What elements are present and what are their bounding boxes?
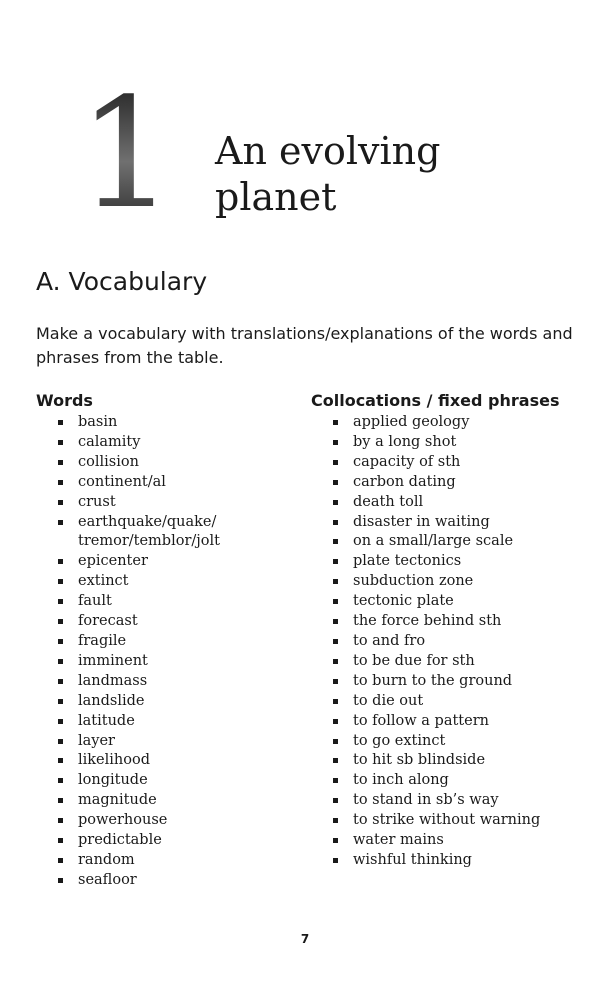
bullet-icon xyxy=(333,778,338,783)
word-item: earthquake/quake/ xyxy=(36,513,291,533)
phrase-item: plate tectonics xyxy=(311,552,581,572)
word-item: collision xyxy=(36,453,291,473)
word-item: calamity xyxy=(36,433,291,453)
phrase-item: to strike without warning xyxy=(311,811,581,831)
words-column xyxy=(36,389,291,891)
bullet-icon xyxy=(333,420,338,425)
bullet-icon xyxy=(333,719,338,724)
phrase-item: applied geology xyxy=(311,413,581,433)
phrase-item: to inch along xyxy=(311,771,581,791)
chapter-title-line-2: planet xyxy=(215,175,337,219)
phrase-item: death toll xyxy=(311,493,581,513)
bullet-icon xyxy=(333,619,338,624)
phrase-item: on a small/large scale xyxy=(311,532,581,552)
bullet-icon xyxy=(58,719,63,724)
word-item: layer xyxy=(36,732,291,752)
bullet-icon xyxy=(58,500,63,505)
word-item: crust xyxy=(36,493,291,513)
phrase-item: capacity of sth xyxy=(311,453,581,473)
bullet-icon xyxy=(58,639,63,644)
instructions-paragraph: Make a vocabulary with translations/explanations of the words and phrases from the table. xyxy=(36,324,573,367)
bullet-icon xyxy=(58,739,63,744)
bullet-icon xyxy=(58,599,63,604)
bullet-icon xyxy=(333,599,338,604)
phrase-item: water mains xyxy=(311,831,581,851)
word-item: latitude xyxy=(36,712,291,732)
phrase-item: the force behind sth xyxy=(311,612,581,632)
bullet-icon xyxy=(58,440,63,445)
bullet-icon xyxy=(333,838,338,843)
word-item: powerhouse xyxy=(36,811,291,831)
chapter-title-line-1: An evolving xyxy=(215,129,441,173)
chapter-number: 1 xyxy=(78,65,175,242)
bullet-icon xyxy=(58,559,63,564)
phrase-item: to stand in sb’s way xyxy=(311,791,581,811)
phrase-item: to die out xyxy=(311,692,581,712)
phrase-item: to be due for sth xyxy=(311,652,581,672)
word-item: fragile xyxy=(36,632,291,652)
phrases-heading: Collocations / fixed phrases xyxy=(311,391,560,410)
bullet-icon xyxy=(333,659,338,664)
bullet-icon xyxy=(333,679,338,684)
bullet-icon xyxy=(58,758,63,763)
page-number: 7 xyxy=(300,932,310,946)
bullet-icon xyxy=(58,480,63,485)
word-item: continent/al xyxy=(36,473,291,493)
phrases-list xyxy=(311,413,581,871)
word-item: imminent xyxy=(36,652,291,672)
phrases-column xyxy=(311,389,581,871)
bullet-icon xyxy=(58,838,63,843)
word-item: basin xyxy=(36,413,291,433)
bullet-icon xyxy=(333,579,338,584)
word-item: seafloor xyxy=(36,871,291,891)
phrase-item: subduction zone xyxy=(311,572,581,592)
words-heading: Words xyxy=(36,391,93,410)
bullet-icon xyxy=(333,559,338,564)
bullet-icon xyxy=(333,440,338,445)
words-list xyxy=(36,413,291,891)
word-item: epicenter xyxy=(36,552,291,572)
bullet-icon xyxy=(58,679,63,684)
bullet-icon xyxy=(333,480,338,485)
bullet-icon xyxy=(333,539,338,544)
word-item: magnitude xyxy=(36,791,291,811)
bullet-icon xyxy=(58,460,63,465)
word-item: predictable xyxy=(36,831,291,851)
chapter-title xyxy=(215,128,515,220)
bullet-icon xyxy=(333,520,338,525)
word-item: longitude xyxy=(36,771,291,791)
section-title: A. Vocabulary xyxy=(36,267,208,296)
bullet-icon xyxy=(58,818,63,823)
word-item: extinct xyxy=(36,572,291,592)
word-item: likelihood xyxy=(36,751,291,771)
bullet-icon xyxy=(58,520,63,525)
phrase-item: disaster in waiting xyxy=(311,513,581,533)
word-item-continuation: tremor/temblor/jolt xyxy=(78,533,220,550)
phrase-item: to burn to the ground xyxy=(311,672,581,692)
bullet-icon xyxy=(333,739,338,744)
bullet-icon xyxy=(58,619,63,624)
bullet-icon xyxy=(58,659,63,664)
phrase-item: to follow a pattern xyxy=(311,712,581,732)
bullet-icon xyxy=(333,639,338,644)
bullet-icon xyxy=(333,699,338,704)
bullet-icon xyxy=(58,798,63,803)
phrase-item: to go extinct xyxy=(311,732,581,752)
bullet-icon xyxy=(58,778,63,783)
word-item: landslide xyxy=(36,692,291,712)
phrase-item: carbon dating xyxy=(311,473,581,493)
bullet-icon xyxy=(58,420,63,425)
bullet-icon xyxy=(58,579,63,584)
bullet-icon xyxy=(58,878,63,883)
bullet-icon xyxy=(333,798,338,803)
bullet-icon xyxy=(333,460,338,465)
phrase-item: wishful thinking xyxy=(311,851,581,871)
phrase-item: to hit sb blindside xyxy=(311,751,581,771)
bullet-icon xyxy=(58,858,63,863)
bullet-icon xyxy=(333,758,338,763)
bullet-icon xyxy=(333,500,338,505)
word-item: landmass xyxy=(36,672,291,692)
word-item: forecast xyxy=(36,612,291,632)
bullet-icon xyxy=(58,699,63,704)
word-item: random xyxy=(36,851,291,871)
phrase-item: tectonic plate xyxy=(311,592,581,612)
phrase-item: by a long shot xyxy=(311,433,581,453)
bullet-icon xyxy=(333,818,338,823)
phrase-item: to and fro xyxy=(311,632,581,652)
bullet-icon xyxy=(333,858,338,863)
word-item: fault xyxy=(36,592,291,612)
